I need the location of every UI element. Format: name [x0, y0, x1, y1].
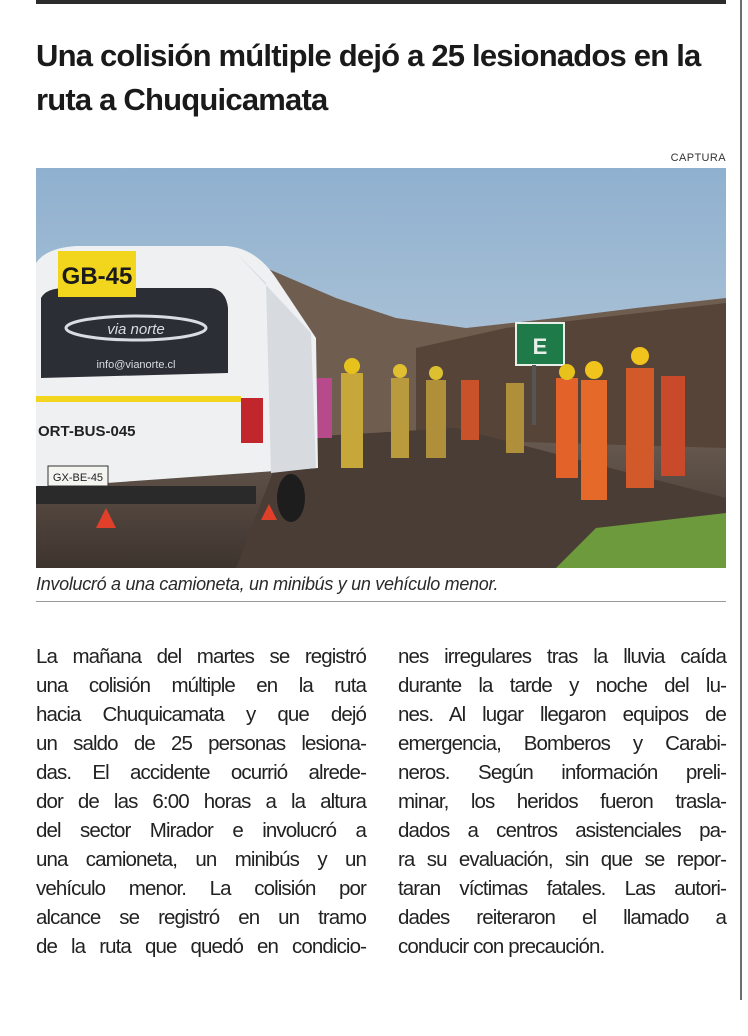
photo-caption: Involucró a una camioneta, un minibús y un vehículo menor. — [36, 574, 499, 594]
body-line: alcance se registró en un tramo — [36, 906, 366, 929]
body-line: un saldo de 25 personas lesiona- — [36, 732, 366, 755]
body-line: dados a centros asistenciales pa- — [398, 819, 726, 842]
body-line: emergencia, Bomberos y Carabi- — [398, 732, 726, 755]
bus-email-text: info@vianorte.cl — [96, 359, 176, 371]
body-line: de la ruta que quedó en condicio- — [36, 935, 366, 958]
road-sign-letter: E — [532, 334, 548, 359]
body-line: taran víctimas fatales. Las autori- — [398, 877, 726, 900]
article-headline: Una colisión múltiple dejó a 25 lesionados en la ruta a Chuquicamata — [36, 38, 701, 117]
body-line: nes. Al lugar llegaron equipos de — [398, 703, 726, 726]
body-line: nes irregulares tras la lluvia caída — [398, 645, 726, 668]
body-line: minar, los heridos fueron trasla- — [398, 790, 726, 813]
body-line: vehículo menor. La colisión por — [36, 877, 366, 900]
body-line: del sector Mirador e involucró a — [36, 819, 366, 842]
bus-route-code: ORT-BUS-045 — [38, 423, 136, 440]
bus-sign-number: GB-45 — [61, 263, 133, 290]
article-body-right-column — [398, 642, 726, 961]
body-line: La mañana del martes se registró — [36, 645, 366, 668]
column-rule — [740, 0, 742, 1000]
body-line: ra su evaluación, sin que se repor- — [398, 848, 726, 871]
photo-credit: CAPTURA — [670, 152, 726, 164]
body-line: hacia Chuquicamata y que dejó — [36, 703, 366, 726]
body-line: durante la tarde y noche del lu- — [398, 674, 726, 697]
body-line: una colisión múltiple en la ruta — [36, 674, 366, 697]
body-line: dades reiteraron el llamado a — [398, 906, 726, 929]
license-plate: GX-BE-45 — [52, 472, 104, 484]
body-line: una camioneta, un minibús y un — [36, 848, 366, 871]
body-line: das. El accidente ocurrió alrede- — [36, 761, 366, 784]
bus-logo-text: via norte — [107, 321, 165, 338]
caption-rule — [36, 601, 726, 602]
article-photo — [36, 168, 726, 568]
body-line: neros. Según información preli- — [398, 761, 726, 784]
top-rule — [36, 0, 726, 4]
article-body-left-column — [36, 642, 366, 961]
body-line: dor de las 6:00 horas a la altura — [36, 790, 366, 813]
body-line: conducir con precaución. — [398, 935, 605, 958]
